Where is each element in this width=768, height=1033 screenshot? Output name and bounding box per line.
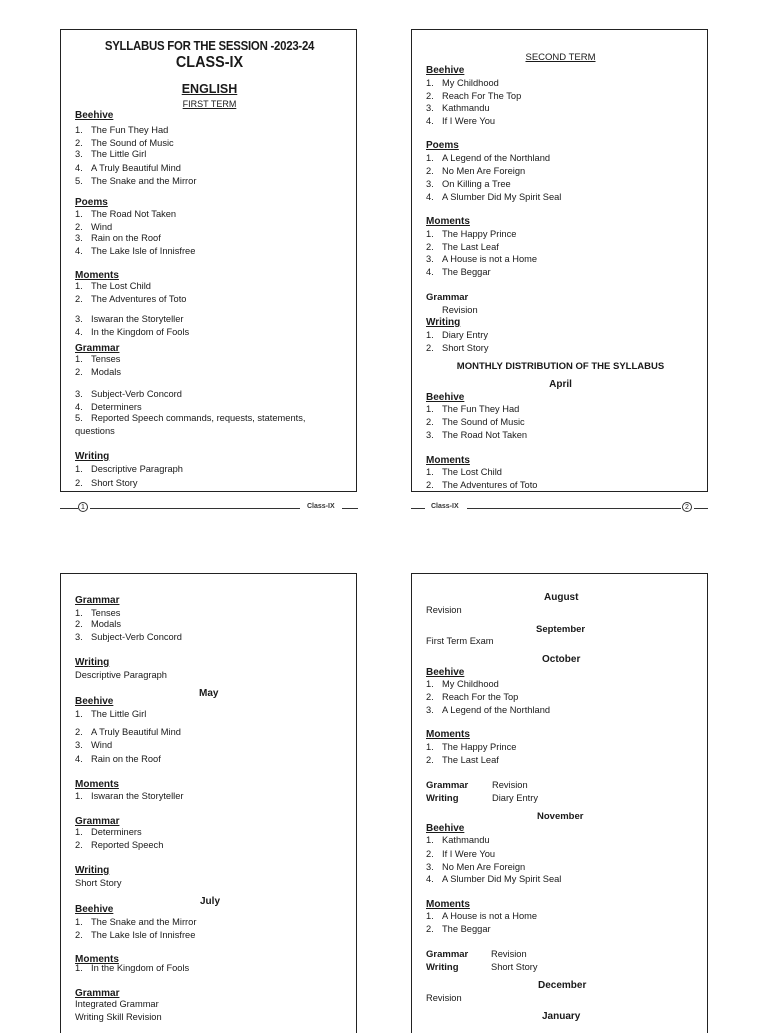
list-item: 2. No Men Are Foreign: [426, 166, 526, 176]
section-heading: Grammar: [75, 988, 120, 999]
list-item: 1. The Snake and the Mirror: [75, 917, 197, 927]
month-heading: May: [199, 688, 219, 699]
month-text: First Term Exam: [426, 636, 494, 646]
list-item: 2. Reach For the Top: [426, 692, 519, 702]
list-item: 4. Rain on the Roof: [75, 754, 161, 764]
list-item: 2. Reach For The Top: [426, 91, 522, 101]
page-footer: [60, 502, 360, 514]
grammar-value: Revision: [492, 780, 528, 790]
list-item: 1. Tenses: [75, 354, 121, 364]
list-item: 1. In the Kingdom of Fools: [75, 963, 190, 973]
list-item: 4. A Truly Beautiful Mind: [75, 163, 181, 173]
list-item: 4. In the Kingdom of Fools: [75, 327, 190, 337]
list-item: 4. A Slumber Did My Spirit Seal: [426, 192, 562, 202]
month-text: Revision: [426, 993, 462, 1003]
section-heading: Grammar: [426, 780, 469, 791]
section-heading: Moments: [75, 270, 119, 281]
list-item: 2. The Adventures of Toto: [75, 294, 187, 304]
section-heading: Beehive: [426, 823, 465, 834]
section-heading: Beehive: [426, 392, 465, 403]
page-2: [411, 29, 708, 492]
list-item: 3. Subject-Verb Concord: [75, 632, 182, 642]
list-item: 3. Kathmandu: [426, 103, 490, 113]
list-item: 1. The Road Not Taken: [75, 209, 177, 219]
term-title: SECOND TERM: [525, 52, 596, 63]
subject-title: ENGLISH: [181, 82, 238, 96]
section-heading: Beehive: [75, 904, 114, 915]
list-item: 1. Determiners: [75, 827, 142, 837]
list-item: 3. Rain on the Roof: [75, 233, 161, 243]
section-heading: Moments: [75, 954, 119, 965]
section-heading: Writing: [75, 865, 110, 876]
list-item: 2. Reported Speech: [75, 840, 164, 850]
section-heading: Beehive: [426, 65, 465, 76]
monthly-distribution-title: MONTHLY DISTRIBUTION OF THE SYLLABUS: [456, 361, 665, 372]
list-item: 1. The Fun They Had: [75, 125, 169, 135]
grammar-text: Writing Skill Revision: [75, 1012, 162, 1022]
section-heading: Moments: [426, 729, 470, 740]
list-item: 4. A Slumber Did My Spirit Seal: [426, 874, 562, 884]
list-item: 2. A Truly Beautiful Mind: [75, 727, 181, 737]
grammar-text: Revision: [442, 305, 478, 315]
list-item: 2. The Lake Isle of Innisfree: [75, 930, 196, 940]
section-heading: Moments: [75, 779, 119, 790]
list-item: 5. The Snake and the Mirror: [75, 176, 197, 186]
section-heading: Writing: [426, 317, 461, 328]
grammar-text: Integrated Grammar: [75, 999, 159, 1009]
page-number: 2: [682, 502, 692, 512]
footer-label: Class-IX: [307, 503, 335, 510]
section-heading: Moments: [426, 455, 470, 466]
section-heading: Beehive: [75, 696, 114, 707]
list-item: 1. The Happy Prince: [426, 742, 517, 752]
list-item: 3. Wind: [75, 740, 113, 750]
month-heading: September: [536, 624, 586, 635]
list-item: 1. The Little Girl: [75, 709, 147, 719]
section-heading: Beehive: [75, 110, 114, 121]
list-item: 3. Subject-Verb Concord: [75, 389, 182, 399]
list-item: 2. Wind: [75, 222, 113, 232]
page-1: [60, 29, 357, 492]
list-item: 2. The Sound of Music: [75, 138, 174, 148]
list-item: 1. The Lost Child: [75, 281, 151, 291]
list-item: 1. The Lost Child: [426, 467, 502, 477]
list-item: 1. Tenses: [75, 608, 121, 618]
list-item: 2. Modals: [75, 619, 121, 629]
month-heading: November: [537, 811, 584, 822]
section-heading: Writing: [426, 962, 459, 973]
list-item: 2. The Last Leaf: [426, 242, 499, 252]
list-item: 2. Short Story: [426, 343, 489, 353]
month-text: Revision: [426, 605, 462, 615]
list-item: 1. Diary Entry: [426, 330, 488, 340]
month-heading: December: [538, 980, 587, 991]
section-heading: Poems: [426, 140, 459, 151]
list-item: 4. Determiners: [75, 402, 142, 412]
list-item: 2. The Sound of Music: [426, 417, 525, 427]
writing-value: Short Story: [491, 962, 538, 972]
class-title: CLASS-IX: [175, 54, 244, 71]
list-item: 1. Kathmandu: [426, 835, 490, 845]
list-item: 3. Iswaran the Storyteller: [75, 314, 184, 324]
month-heading: August: [544, 592, 579, 603]
section-heading: Grammar: [426, 292, 469, 303]
section-heading: Writing: [75, 451, 110, 462]
list-item: 3. The Road Not Taken: [426, 430, 528, 440]
list-item: 2. The Beggar: [426, 924, 491, 934]
section-heading: Beehive: [426, 667, 465, 678]
list-item: 1. The Fun They Had: [426, 404, 520, 414]
section-heading: Grammar: [75, 816, 120, 827]
section-heading: Moments: [426, 216, 470, 227]
list-item: 3. On Killing a Tree: [426, 179, 511, 189]
section-heading: Writing: [75, 657, 110, 668]
list-item: 3. No Men Are Foreign: [426, 862, 526, 872]
section-heading: Moments: [426, 899, 470, 910]
list-item: 1. A Legend of the Northland: [426, 153, 551, 163]
section-heading: Grammar: [75, 343, 120, 354]
month-heading: July: [200, 896, 221, 907]
list-item: 1. My Childhood: [426, 679, 499, 689]
section-heading: Poems: [75, 197, 108, 208]
section-heading: Writing: [426, 793, 459, 804]
list-item: 1. My Childhood: [426, 78, 499, 88]
list-item: 1. Descriptive Paragraph: [75, 464, 183, 474]
writing-text: Short Story: [75, 878, 122, 888]
page-4: [411, 573, 708, 1033]
list-item: 3. A Legend of the Northland: [426, 705, 551, 715]
list-item: 4. The Lake Isle of Innisfree: [75, 246, 196, 256]
list-item: 5. Reported Speech commands, requests, statements, questions: [75, 413, 306, 436]
page-footer: [411, 502, 711, 514]
list-item: 4. The Beggar: [426, 267, 491, 277]
list-item: 3. The Little Girl: [75, 149, 147, 159]
grammar-value: Revision: [491, 949, 527, 959]
page-3: [60, 573, 357, 1033]
list-item: 3. A House is not a Home: [426, 254, 538, 264]
syllabus-title: SYLLABUS FOR THE SESSION -2023-24: [104, 38, 315, 53]
month-heading: April: [549, 379, 572, 390]
section-heading: Grammar: [75, 595, 120, 606]
list-item: 1. A House is not a Home: [426, 911, 538, 921]
list-item: 2. The Last Leaf: [426, 755, 499, 765]
list-item: 2. The Adventures of Toto: [426, 480, 538, 490]
list-item: 4. If I Were You: [426, 116, 496, 126]
footer-label: Class-IX: [431, 503, 459, 510]
list-item: 1. The Happy Prince: [426, 229, 517, 239]
term-title: FIRST TERM: [182, 99, 237, 109]
list-item: 2. If I Were You: [426, 849, 496, 859]
section-heading: Grammar: [426, 949, 469, 960]
month-heading: October: [542, 654, 581, 665]
writing-text: Descriptive Paragraph: [75, 670, 167, 680]
list-item: 2. Modals: [75, 367, 121, 377]
list-item: 2. Short Story: [75, 478, 138, 488]
page-number: 1: [78, 502, 88, 512]
month-heading: January: [542, 1011, 581, 1022]
list-item: 1. Iswaran the Storyteller: [75, 791, 184, 801]
writing-value: Diary Entry: [492, 793, 538, 803]
